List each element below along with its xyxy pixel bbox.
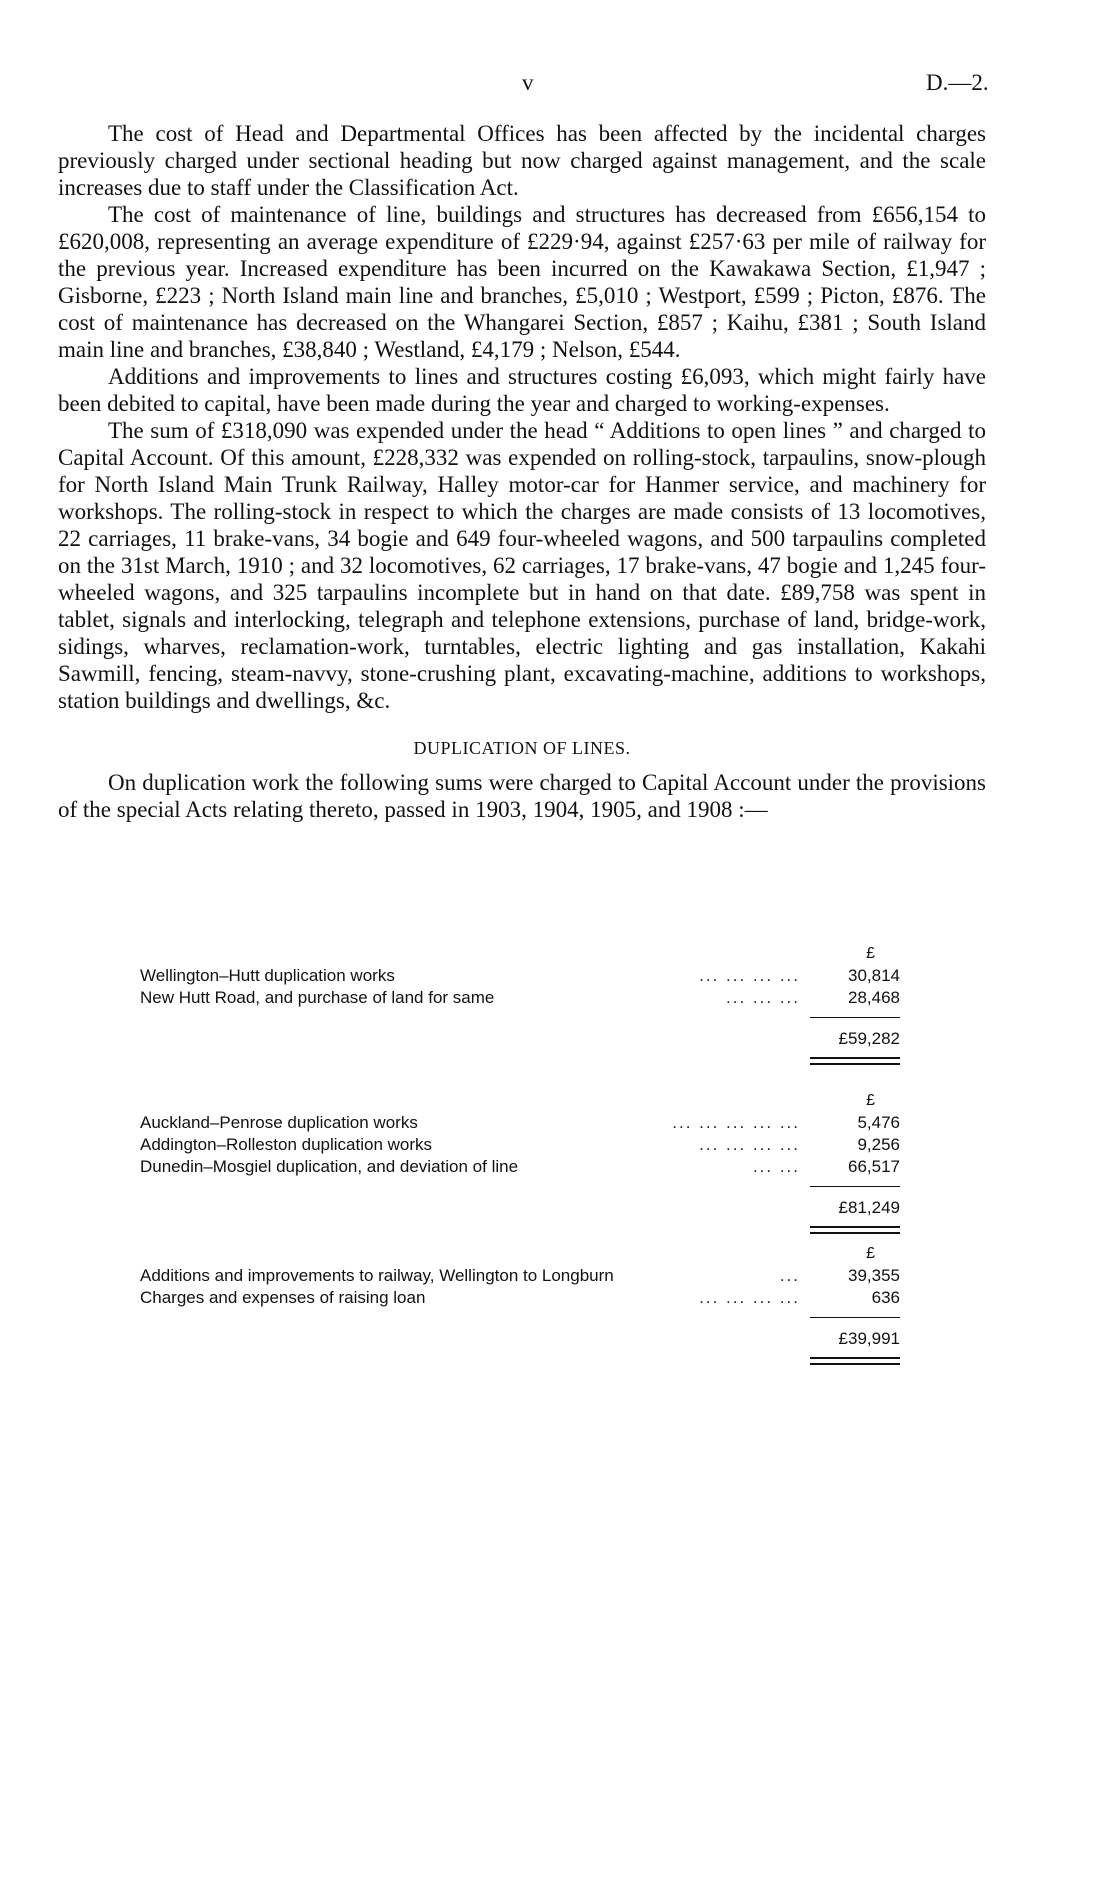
leader-dots: ... ... ... ... ...: [672, 1113, 800, 1132]
leader-dots: ... ... ... ...: [699, 1288, 800, 1307]
leader-dots: ... ...: [752, 1157, 800, 1176]
row-amount: 66,517: [848, 1157, 900, 1176]
paragraph: The sum of £318,090 was expended under the head “ Additions to open lines ” and charged to Capital Account. Of this amount, £228,332 was expended on rolling-stock, tarpaulins, snow-plough for North Island Main Trunk Railway, Halley motor-car for Hanmer service, and machinery for workshops. The rolling-stock in respect to which the charges are made consists of 13 locomotives, 22 carriages, 11 brake-vans, 34 bogie and 649 four-wheeled wagons, and 500 tarpaulins completed on the 31st March, 1910 ; and 32 locomotives, 62 carriages, 17 brake-vans, 47 bogie and 1,245 four-wheeled wagons, and 325 tarpaulins incomplete but in hand on that date. £89,758 was spent in tablet, signals and interlocking, telegraph and telephone extensions, purchase of land, bridge-work, sidings, wharves, reclamation-work, turntables, electric lighting and gas installation, Kakahi Sawmill, fencing, steam-navvy, stone-crushing plant, excavating-machine, additions to workshops, station buildings and dwellings, &c.: [58, 418, 986, 713]
schedule-total: £59,282: [838, 1029, 900, 1048]
total-double-rule: [810, 1226, 900, 1234]
row-amount: 9,256: [857, 1135, 900, 1154]
schedule-total: £39,991: [838, 1329, 900, 1348]
row-label: Dunedin–Mosgiel duplication, and deviation of line: [140, 1157, 519, 1176]
subtotal-rule: [810, 1317, 900, 1318]
row-label: Addington–Rolleston duplication works: [140, 1135, 433, 1154]
body-text: [58, 120, 986, 823]
paragraph: The cost of Head and Departmental Offices has been affected by the incidental charges previously charged under sectional heading but now charged against management, and the scale increases due to staff under the Classification Act.: [58, 121, 986, 200]
currency-symbol: £: [866, 945, 875, 962]
row-amount: 39,355: [848, 1266, 900, 1285]
paragraph: The cost of maintenance of line, buildings and structures has decreased from £656,154 to £620,008, representing an average expenditure of £229·94, against £257·63 per mile of railway for the previous year. Increased expenditure has been incurred on the Kawakawa Section, £1,947 ; Gisborne, £223 ; North Island main line and branches, £5,010 ; Westport, £599 ; Picton, £876. The cost of maintenance has decreased on the Whangarei Section, £857 ; Kaihu, £381 ; South Island main line and branches, £38,840 ; Westland, £4,179 ; Nelson, £544.: [58, 202, 986, 362]
row-label: Auckland–Penrose duplication works: [140, 1113, 418, 1132]
schedule-row: [140, 965, 900, 987]
schedule-total: £81,249: [838, 1198, 900, 1217]
schedule-row: [140, 1112, 900, 1134]
leader-dots: ...: [779, 1266, 800, 1285]
paragraph: Additions and improvements to lines and structures costing £6,093, which might fairly have been debited to capital, have been made during the year and charged to working-expenses.: [58, 364, 986, 416]
subtotal-rule: [810, 1186, 900, 1187]
schedule-row: [140, 987, 900, 1009]
leader-dots: ... ... ... ...: [699, 966, 800, 985]
currency-symbol: £: [866, 1245, 875, 1262]
total-double-rule: [810, 1357, 900, 1365]
schedule-row: [140, 1156, 900, 1178]
document-reference: D.—2.: [926, 70, 989, 95]
subtotal-rule: [810, 1017, 900, 1018]
schedule-row: [140, 1287, 900, 1309]
row-amount: 5,476: [857, 1113, 900, 1132]
row-amount: 636: [871, 1288, 900, 1307]
row-label: Additions and improvements to railway, Wellington to Longburn: [140, 1266, 614, 1285]
leader-dots: ... ... ... ...: [699, 1135, 800, 1154]
schedule-row: [140, 1134, 900, 1156]
row-label: Charges and expenses of raising loan: [140, 1288, 426, 1307]
schedule-row: [140, 1265, 900, 1287]
row-label: New Hutt Road, and purchase of land for same: [140, 988, 495, 1007]
page-number: v: [522, 70, 534, 95]
leader-dots: ... ... ...: [726, 988, 800, 1007]
row-amount: 30,814: [848, 966, 900, 985]
section-intro: On duplication work the following sums were charged to Capital Account under the provisions of the special Acts relating thereto, passed in 1903, 1904, 1905, and 1908 :—: [58, 770, 986, 822]
row-label: Wellington–Hutt duplication works: [140, 966, 395, 985]
row-amount: 28,468: [848, 988, 900, 1007]
total-double-rule: [810, 1057, 900, 1065]
section-heading: DUPLICATION OF LINES.: [413, 738, 631, 758]
currency-symbol: £: [866, 1092, 875, 1109]
